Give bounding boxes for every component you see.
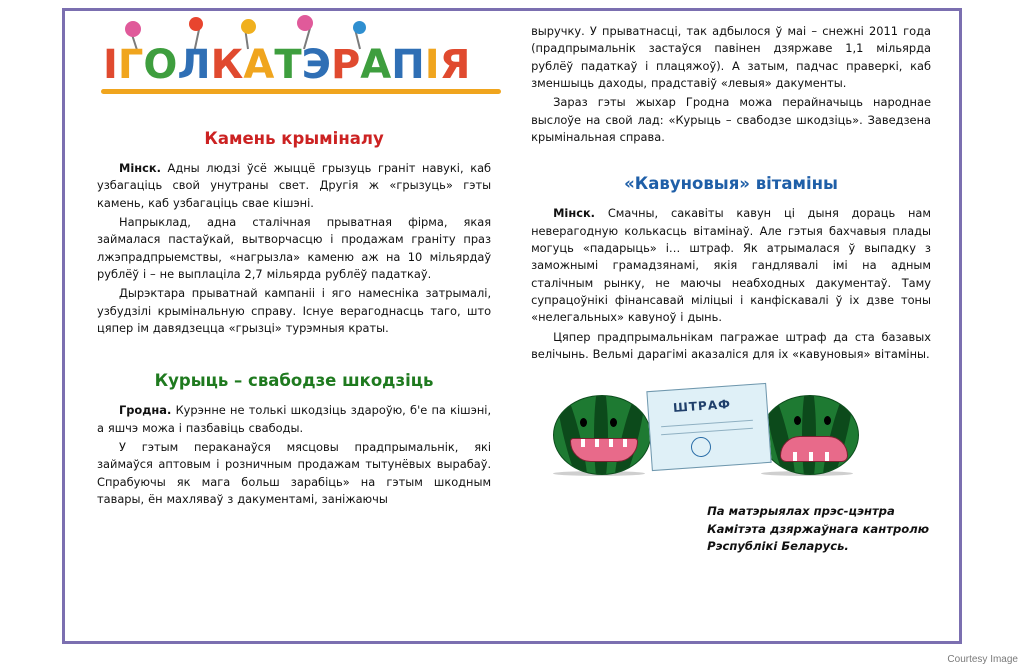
melon-stripe (594, 395, 608, 475)
paragraph (97, 214, 491, 283)
masthead-logo (97, 21, 491, 113)
paragraph-text: Курэнне не толькі шкодзіць здароўю, б'е па кішэні, а яшчэ можа і пазбавіць свабоды. (97, 403, 492, 435)
signature-line: Камітэта дзяржаўнага кантролю (707, 521, 929, 536)
watermelon-illustration (531, 377, 931, 487)
melon-stripe (802, 395, 816, 475)
melon-tooth (595, 439, 599, 447)
right-column (525, 21, 941, 633)
paragraph (531, 94, 931, 146)
paragraph-text: Дырэктара прыватнай кампаніі і яго намесніка затрымалі, узбудзілі крымінальную справу. Існуе верагоднасць таго, што цяпер ім давядзецца «грызці» турэмныя краты. (97, 286, 492, 335)
signature-line: Па матэрыялах прэс-цэнтра (707, 504, 895, 519)
melon-eye-icon (580, 418, 587, 427)
pin-head-pink-icon (125, 21, 141, 37)
melon-tooth (793, 452, 797, 461)
paragraph (97, 402, 491, 437)
melon-tooth (809, 452, 813, 461)
courtesy-credit: Courtesy Image (947, 654, 1018, 665)
melon-stripe (609, 395, 651, 475)
pin-head-yellow-icon (241, 19, 256, 34)
article-title-kuryts-svabodze-shkodzits: Курыць – свабодзе шкодзіць (154, 371, 434, 391)
melon-tooth (609, 439, 613, 447)
source-signature (531, 503, 931, 555)
paragraph (97, 285, 491, 337)
paragraph-text: Напрыклад, адна сталічная прыватная фірма, якая займалася пастаўкай, вытворчасцю і продажам граніту праз лжэпрадпрыемствы, «нагрызла» каменю аж на 10 мільярдаў рублёў і – не выплаціла 2,7 мільярда рублёў падаткаў. (97, 214, 492, 281)
melon-mouth-icon (570, 438, 638, 462)
article-frame (62, 8, 962, 644)
melon-tooth (825, 452, 829, 461)
paragraph-lead: Мінск. (119, 161, 161, 175)
logo-underline (101, 89, 501, 94)
melon-mouth-icon (780, 436, 848, 462)
fine-document-icon (646, 383, 771, 471)
melon-eye-icon (824, 416, 831, 425)
pin-head-red-icon (189, 17, 203, 31)
logo-wordmark: ІГОЛКАТЭРАПІЯ (103, 42, 471, 88)
article-title-kavunovyya-vitaminy: «Кавуновыя» вітаміны (624, 174, 838, 194)
watermelon-right-icon (761, 395, 859, 475)
paragraph-text: Смачны, сакавіты кавун ці дыня дораць нам неверагодную колькасць вітамінаў. Але гэтыя бахчавыя плады могуць «падарыць» і… штраф. Як атрымалася ў выпадку з заможнымі грамадзянамі, якія гандлявалі імі на адным сталічным рынку, не маючы неабходных дакументаў. Таму супрацоўнікі фінансавай міліцыі і канфіскавалі ў іх дзве тоны «нелегальных» кавуноў і дынь. (531, 206, 931, 325)
paragraph (97, 160, 491, 212)
melon-stripe (817, 395, 859, 475)
paragraph-lead: Мінск. (553, 206, 596, 221)
paragraph-text: выручку. У прыватнасці, так адбылося ў маі – снежні 2011 года (прадпрымальнік застаўся павінен дзяржаве 1,1 мільярда рублёў падаткаў і плацяжоў). А затым, падчас праверкі, каб зменшыць даходы, прадставіў «левыя» дакументы. (531, 24, 931, 90)
melon-tooth (623, 439, 627, 447)
signature-line: Рэспублікі Беларусь. (707, 539, 849, 554)
paragraph-lead: Гродна. (119, 403, 172, 418)
paragraph-text: Зараз гэты жыхар Гродна можа перайначыць народнае выслоўе на свой лад: «Курыць – свабодзе шкодзіць». Заведзена крымінальная справа. (531, 95, 931, 144)
fine-document-label: ШТРАФ (672, 397, 732, 416)
melon-eye-icon (794, 416, 801, 425)
pin-head-blue-icon (353, 21, 366, 34)
two-column-layout (65, 11, 959, 641)
paragraph (97, 439, 491, 508)
paragraph-text: У гэтым пераканаўся мясцовы прадпрымальнік, які займаўся аптовым і розничным продажам тытунёвых вырабаў. Спрабуючы як мага больш зарабіць» на гэтым шкодным тавары, ён махляваў з дакументамі, занiжаючы (97, 439, 492, 506)
paragraph (531, 23, 931, 92)
melon-stripe (553, 395, 593, 475)
left-column (83, 21, 499, 633)
paragraph-text: Цяпер прадпрымальнікам пагражае штраф да ста базавых велічынь. Вельмі дарагімі аказаліся для іх «кавуновыя» вітаміны. (531, 329, 931, 361)
melon-tooth (581, 439, 585, 447)
melon-eye-icon (610, 418, 617, 427)
paragraph-text: Адны людзі ўсё жыццё грызуць граніт навукі, каб узбагаціць свой унутраны свет. Другія ж «грызуць» гэты камень, каб узбагаціць свае кішэні. (97, 161, 492, 210)
paragraph (531, 329, 931, 364)
paragraph (531, 205, 931, 326)
pin-head-pink-icon (297, 15, 313, 31)
watermelon-left-icon (553, 395, 651, 475)
article-title-kamen-kryminalu: Камень крыміналу (204, 129, 384, 148)
